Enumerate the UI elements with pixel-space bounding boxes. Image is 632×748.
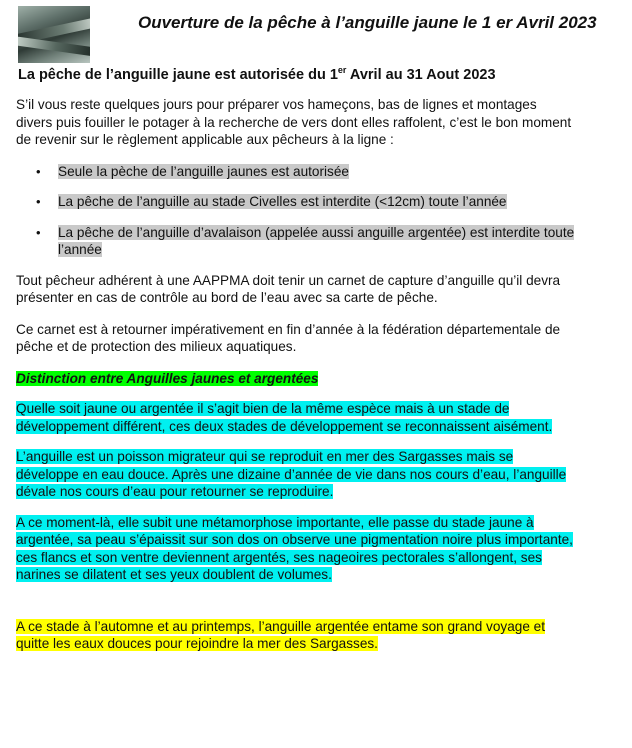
journey-paragraph [16, 618, 576, 653]
journey-text: A ce stade à l’automne et au printemps, l’anguille argentée entame son grand voyage et quitte les eaux douces pour rejoindre la mer des Sargasses. [16, 618, 545, 651]
subtitle-text-end: Avril au 31 Aout 2023 [346, 66, 496, 83]
season-subtitle [18, 65, 496, 83]
subtitle-text: La pêche de l’anguille jaune est autorisée du 1 [18, 66, 338, 83]
list-item [16, 224, 576, 259]
metamorphosis-paragraph [16, 514, 576, 584]
rule-text: Seule la pèche de l’anguille jaunes est autorisée [58, 163, 349, 179]
bullet-icon: • [36, 194, 41, 209]
species-text: Quelle soit jaune ou argentée il s’agit bien de la même espèce mais à un stade de développement différent, ces deux stades de développement se reconnaissent aisément. [16, 401, 553, 434]
section-heading-text: Distinction entre Anguilles jaunes et argentées [16, 370, 319, 386]
migration-text: L’anguille est un poisson migrateur qui se reproduit en mer des Sargasses mais se développe en eau douce. Après une dizaine d’année de vie dans nos cours d’eau, l’anguille dévale nos cours d’eau pour retourner se reproduire. [16, 449, 567, 499]
section-heading [16, 370, 576, 388]
page-title: Ouverture de la pêche à l’anguille jaune le 1 er Avril 2023 [138, 13, 597, 32]
document-body [16, 96, 576, 653]
carnet-return-paragraph: Ce carnet est à retourner impérativement en fin d’année à la fédération départementale de pêche et de protection des milieux aquatiques. [16, 321, 561, 354]
rule-text: La pêche de l’anguille au stade Civelles est interdite (<12cm) toute l’année [58, 194, 507, 209]
carnet-paragraph: Tout pêcheur adhérent à une AAPPMA doit tenir un carnet de capture d’anguille qu’il devra présenter en cas de contrôle au bord de l’eau avec sa carte de pêche. [16, 272, 561, 305]
eel-photo [18, 6, 90, 63]
bullet-icon: • [36, 163, 41, 179]
list-item [16, 163, 576, 181]
migration-paragraph [16, 448, 576, 501]
bullet-icon: • [36, 224, 41, 240]
intro-paragraph: S’il vous reste quelques jours pour préparer vos hameçons, bas de lignes et montages divers puis fouiller le potager à la recherche de vers dont elles raffolent, c’est le bon moment de revenir sur le règlement applicable aux pêcheurs à la ligne : [16, 97, 572, 147]
species-paragraph [16, 400, 576, 435]
metamorphosis-text: A ce moment-là, elle subit une métamorphose importante, elle passe du stade jaune à argentée, sa peau s’épaissit sur son dos on observe une pigmentation noire plus importante, ces flancs et son ventre deviennent argentés, ses nageoires pectorales s’allongent, ses narines se dilatent et ses yeux doublent de volumes. [16, 514, 573, 582]
rule-text: La pêche de l’anguille d’avalaison (appelée aussi anguille argentée) est interdite toute l’année [58, 224, 575, 257]
list-item [16, 193, 576, 211]
eel-shape [18, 36, 90, 57]
subtitle-superscript: er [337, 65, 347, 75]
rules-list [16, 163, 576, 259]
